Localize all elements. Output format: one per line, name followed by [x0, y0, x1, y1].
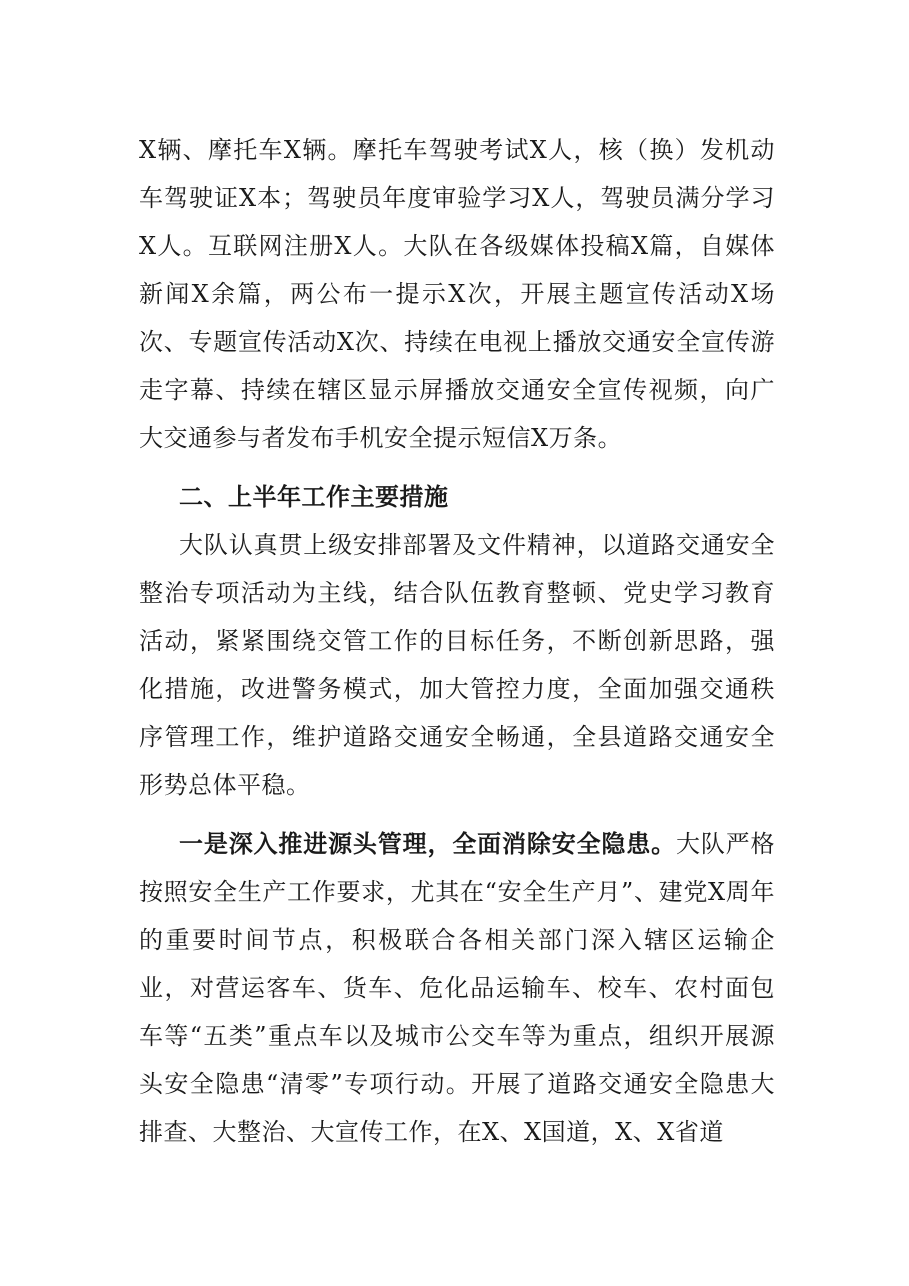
- section-heading-measures: 二、上半年工作主要措施: [179, 482, 449, 511]
- paragraph-statistics: X辆、摩托车X辆。摩托车驾驶考试X人，核（换）发机动车驾驶证X本；驾驶员年度审验学习X人，驾驶员满分学习X人。互联网注册X人。大队在各级媒体投稿X篇，自媒体新闻X余篇，两公布一提示X次，开展主题宣传活动X场次、专题宣传活动X次、持续在电视上播放交通安全宣传游走字幕、持续在辖区显示屏播放交通安全宣传视频，向广大交通参与者发布手机安全提示短信X万条。: [139, 136, 775, 452]
- document-body: [139, 126, 775, 1156]
- paragraph-lead-sentence: 一是深入推进源头管理，全面消除安全隐患。: [179, 829, 676, 858]
- paragraph-overview: 大队认真贯上级安排部署及文件精神，以道路交通安全整治专项活动为主线，结合队伍教育整顿、党史学习教育活动，紧紧围绕交管工作的目标任务，不断创新思路，强化措施，改进警务模式，加大管控力度，全面加强交通秩序管理工作，维护道路交通安全畅通，全县道路交通安全形势总体平稳。: [139, 531, 775, 799]
- paragraph-source-management: [139, 820, 775, 1156]
- paragraph-body-text: 大队严格按照安全生产工作要求，尤其在“安全生产月”、建党X周年的重要时间节点，积极联合各相关部门深入辖区运输企业，对营运客车、货车、危化品运输车、校车、农村面包车等“五类”重点车以及城市公交车等为重点，组织开展源头安全隐患“清零”专项行动。开展了道路交通安全隐患大排查、大整治、大宣传工作，在X、X国道，X、X省道: [139, 830, 776, 1146]
